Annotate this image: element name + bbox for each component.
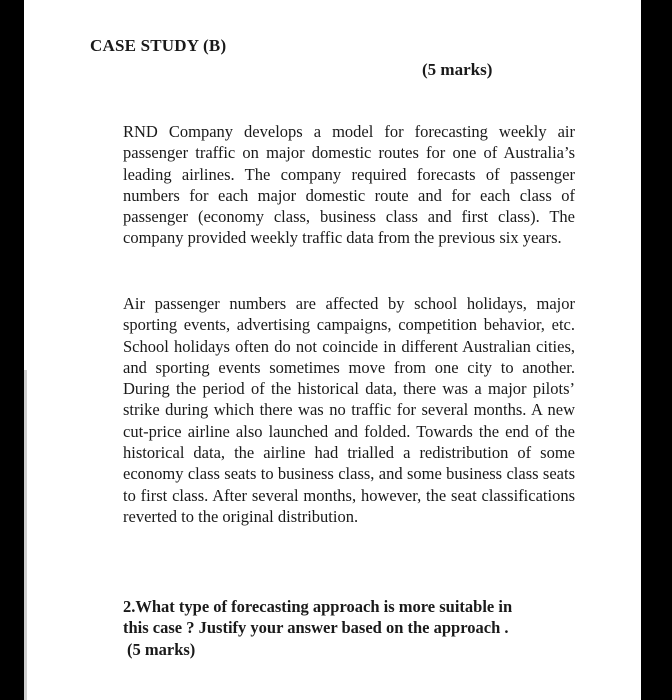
case-study-heading: CASE STUDY (B) [90,36,227,55]
page-edge-line [24,370,27,700]
paragraph-intro: RND Company develops a model for forecasting weekly air passenger traffic on major domestic routes for one of Australia’s leading airlines. The company required forecasts of passenger numbers for each major domestic route and for each class of passenger (economy class, business class and first class). The company provided weekly traffic data from the previous six years. [123,122,575,248]
question-marks: (5 marks) [127,639,196,659]
question-line-1: 2.What type of forecasting approach is more suitable in [123,597,513,616]
question-line-2: this case ? Justify your answer based on the approach . [123,618,509,638]
paragraph-factors: Air passenger numbers are affected by school holidays, major sporting events, advertising campaigns, competition behavior, etc. School holidays often do not coincide in different Australian cities, and sporting events sometimes move from one city to another. During the period of the historical data, there was a major pilots’ strike during which there was no traffic for several months. A new cut-price airline also launched and folded. Towards the end of the historical data, the airline had trialled a redistribution of some economy class seats to business class, and some business class seats to first class. After several months, however, the seat classifications reverted to the original distribution. [123,294,575,526]
question-block [123,596,583,660]
document-page [24,0,641,700]
marks-label: (5 marks) [422,60,493,79]
